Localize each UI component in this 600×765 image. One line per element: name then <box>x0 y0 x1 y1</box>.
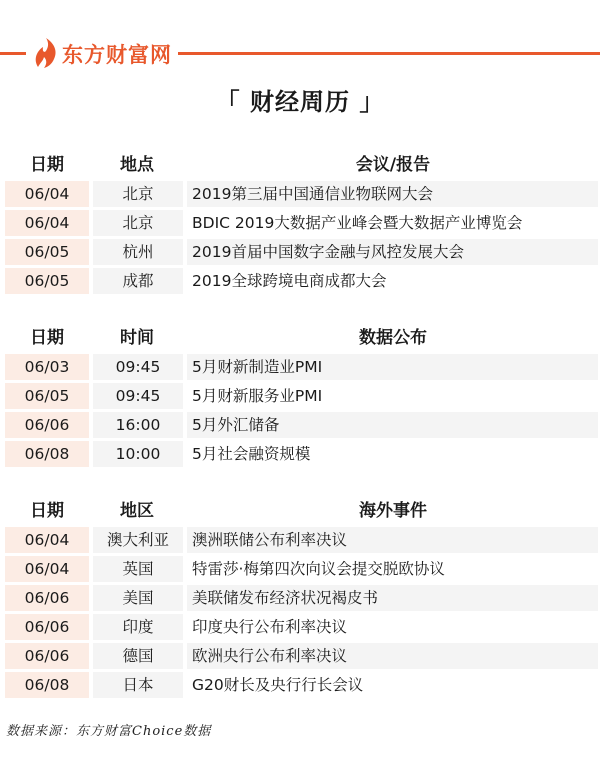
event-cell: G20财长及央行行长会议 <box>187 672 598 698</box>
column-header: 地点 <box>120 155 154 175</box>
flame-logo-icon <box>30 37 60 71</box>
date-cell: 06/04 <box>5 210 89 236</box>
table-row <box>0 556 600 582</box>
table-row <box>0 527 600 553</box>
place-time-cell: 英国 <box>93 556 183 582</box>
date-cell: 06/05 <box>5 383 89 409</box>
date-cell: 06/06 <box>5 412 89 438</box>
place-time-cell: 日本 <box>93 672 183 698</box>
brand-header <box>0 34 600 74</box>
date-cell: 06/03 <box>5 354 89 380</box>
place-time-cell: 北京 <box>93 210 183 236</box>
column-header: 海外事件 <box>359 501 427 521</box>
date-cell: 06/04 <box>5 181 89 207</box>
place-time-cell: 成都 <box>93 268 183 294</box>
table-row <box>0 672 600 698</box>
data-source-note: 数据来源：东方财富Choice数据 <box>6 724 212 739</box>
column-header: 数据公布 <box>359 328 427 348</box>
table-row <box>0 210 600 236</box>
header-rule-left <box>0 52 26 55</box>
table-row <box>0 441 600 467</box>
event-cell: BDIC 2019大数据产业峰会暨大数据产业博览会 <box>187 210 598 236</box>
brand-name: 东方财富网 <box>62 43 172 67</box>
meetings-section <box>0 141 600 297</box>
table-row <box>0 239 600 265</box>
place-time-cell: 美国 <box>93 585 183 611</box>
date-cell: 06/06 <box>5 643 89 669</box>
table-row <box>0 614 600 640</box>
place-time-cell: 09:45 <box>93 383 183 409</box>
event-cell: 印度央行公布利率决议 <box>187 614 598 640</box>
section-header <box>0 141 600 181</box>
date-cell: 06/06 <box>5 614 89 640</box>
place-time-cell: 09:45 <box>93 354 183 380</box>
column-header: 日期 <box>30 328 64 348</box>
event-cell: 2019全球跨境电商成都大会 <box>187 268 598 294</box>
table-row <box>0 585 600 611</box>
date-cell: 06/05 <box>5 268 89 294</box>
column-header: 时间 <box>120 328 154 348</box>
date-cell: 06/04 <box>5 556 89 582</box>
date-cell: 06/08 <box>5 672 89 698</box>
date-cell: 06/05 <box>5 239 89 265</box>
column-header: 会议/报告 <box>355 155 431 175</box>
place-time-cell: 北京 <box>93 181 183 207</box>
place-time-cell: 杭州 <box>93 239 183 265</box>
event-cell: 5月财新服务业PMI <box>187 383 598 409</box>
header-rule-right <box>178 52 600 55</box>
column-header: 日期 <box>30 501 64 521</box>
event-cell: 美联储发布经济状况褐皮书 <box>187 585 598 611</box>
event-cell: 2019首届中国数字金融与风控发展大会 <box>187 239 598 265</box>
event-cell: 欧洲央行公布利率决议 <box>187 643 598 669</box>
page-title: 「 财经周历 」 <box>215 88 385 116</box>
table-row <box>0 354 600 380</box>
section-header <box>0 314 600 354</box>
table-row <box>0 181 600 207</box>
place-time-cell: 10:00 <box>93 441 183 467</box>
column-header: 地区 <box>120 501 154 521</box>
table-row <box>0 412 600 438</box>
date-cell: 06/06 <box>5 585 89 611</box>
event-cell: 特雷莎·梅第四次向议会提交脱欧协议 <box>187 556 598 582</box>
overseas-events-section <box>0 487 600 701</box>
section-header <box>0 487 600 527</box>
date-cell: 06/08 <box>5 441 89 467</box>
data-release-section <box>0 314 600 470</box>
place-time-cell: 16:00 <box>93 412 183 438</box>
event-cell: 澳洲联储公布利率决议 <box>187 527 598 553</box>
place-time-cell: 澳大利亚 <box>93 527 183 553</box>
table-row <box>0 383 600 409</box>
place-time-cell: 印度 <box>93 614 183 640</box>
event-cell: 5月外汇储备 <box>187 412 598 438</box>
event-cell: 2019第三届中国通信业物联网大会 <box>187 181 598 207</box>
table-row <box>0 643 600 669</box>
event-cell: 5月社会融资规模 <box>187 441 598 467</box>
event-cell: 5月财新制造业PMI <box>187 354 598 380</box>
table-row <box>0 268 600 294</box>
place-time-cell: 德国 <box>93 643 183 669</box>
date-cell: 06/04 <box>5 527 89 553</box>
brand-logo[interactable] <box>30 37 172 71</box>
column-header: 日期 <box>30 155 64 175</box>
